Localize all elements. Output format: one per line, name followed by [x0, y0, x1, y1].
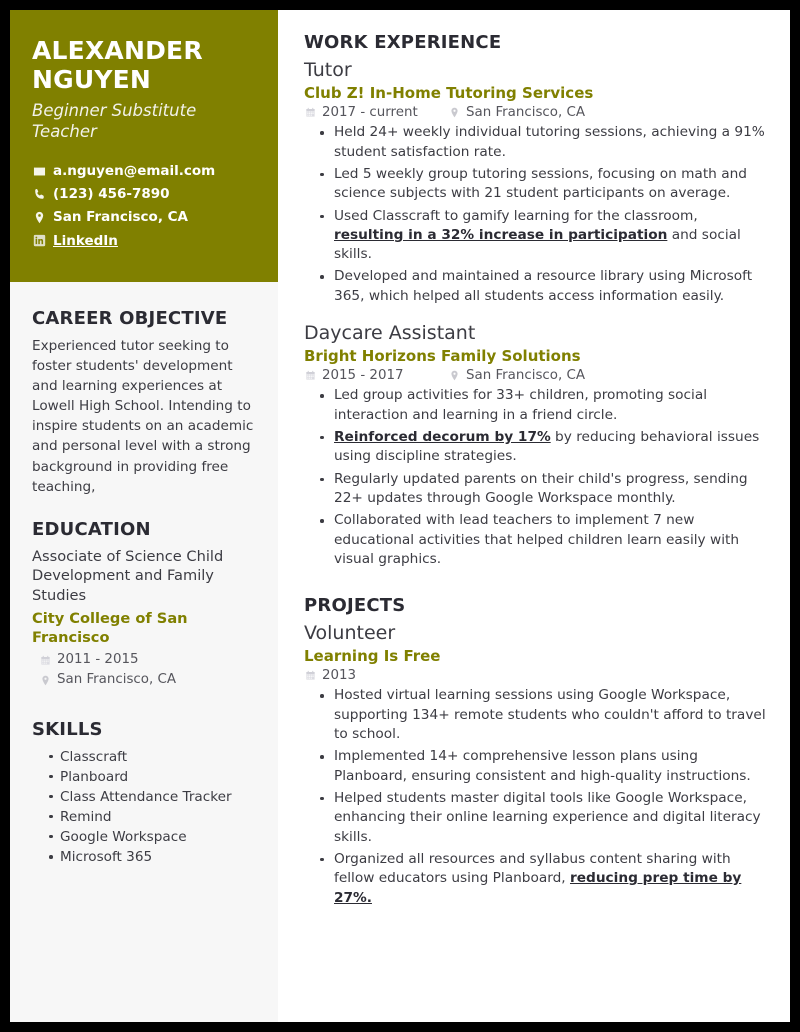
list-item: Planboard	[49, 767, 256, 787]
candidate-job-title: Beginner Substitute Teacher	[32, 101, 197, 142]
list-item: Collaborated with lead teachers to implement 7 new educational activities that helped children learn easily with visual graphics.	[320, 511, 768, 569]
entry-meta	[304, 668, 768, 683]
entry-bullets	[304, 123, 768, 306]
entry-dates-text: 2017 - current	[322, 105, 418, 121]
contact-location-text: San Francisco, CA	[53, 209, 189, 226]
entry-bullets	[304, 686, 768, 907]
contact-linkedin[interactable]	[32, 231, 256, 251]
contact-phone-text: (123) 456-7890	[53, 186, 170, 203]
skills-list	[32, 747, 256, 868]
linkedin-icon	[32, 234, 46, 248]
list-item: Remind	[49, 807, 256, 827]
list-item: Class Attendance Tracker	[49, 787, 256, 807]
work-entry	[304, 322, 768, 569]
calendar-icon	[304, 107, 316, 119]
education-heading: EDUCATION	[32, 518, 151, 540]
phone-icon	[32, 187, 46, 201]
entry-location-text: San Francisco, CA	[466, 105, 586, 121]
calendar-icon	[304, 670, 316, 682]
contact-linkedin-text[interactable]: LinkedIn	[53, 232, 118, 249]
list-item: Used Classcraft to gamify learning for the classroom, resulting in a 32% increase in participation and social skills.	[320, 207, 768, 265]
skills-heading: SKILLS	[32, 718, 103, 740]
entry-organization: Learning Is Free	[304, 646, 441, 665]
main-content	[278, 10, 790, 1022]
envelope-icon	[32, 164, 46, 178]
education-dates	[39, 650, 256, 670]
education-location-text: San Francisco, CA	[57, 672, 177, 688]
education-degree: Associate of Science Child Development and Family Studies	[32, 547, 224, 605]
list-item: Led group activities for 33+ children, promoting social interaction and learning in a friend circle.	[320, 386, 768, 425]
location-pin-icon	[448, 370, 460, 382]
work-experience-heading: WORK EXPERIENCE	[304, 32, 502, 53]
education-location	[39, 670, 256, 690]
location-pin-icon	[448, 107, 460, 119]
entry-meta	[304, 368, 768, 383]
entry-location	[448, 368, 585, 383]
entry-bullets	[304, 386, 768, 569]
list-item: Hosted virtual learning sessions using Google Workspace, supporting 134+ remote students who couldn't afford to travel to school.	[320, 686, 768, 744]
entry-organization: Bright Horizons Family Solutions	[304, 346, 581, 365]
contact-list	[32, 161, 256, 251]
career-objective-text: Experienced tutor seeking to foster students' development and learning experiences at Lowell High School. Intending to inspire students on an academic and personal level with a strong background in providing free teaching,	[32, 337, 254, 495]
list-item: Google Workspace	[49, 827, 256, 847]
entry-role: Daycare Assistant	[304, 322, 476, 345]
candidate-name: ALEXANDER NGUYEN	[32, 36, 203, 94]
contact-email-text: a.nguyen@email.com	[53, 162, 216, 179]
entry-role: Volunteer	[304, 622, 396, 645]
entry-dates	[304, 368, 448, 383]
list-item: Helped students master digital tools like Google Workspace, enhancing their online learning experience and digital literacy skills.	[320, 789, 768, 847]
contact-email[interactable]	[32, 161, 256, 181]
list-item: Classcraft	[49, 747, 256, 767]
calendar-icon	[39, 654, 51, 666]
list-item: Developed and maintained a resource library using Microsoft 365, which helped all students access information easily.	[320, 267, 768, 306]
entry-meta	[304, 105, 768, 120]
education-dates-text: 2011 - 2015	[57, 652, 139, 668]
project-entry	[304, 622, 768, 908]
work-entry	[304, 59, 768, 306]
location-pin-icon	[39, 674, 51, 686]
career-objective-heading: CAREER OBJECTIVE	[32, 307, 228, 329]
list-item: Microsoft 365	[49, 847, 256, 867]
calendar-icon	[304, 370, 316, 382]
list-item: Regularly updated parents on their child's progress, sending 22+ updates through Google Workspace monthly.	[320, 470, 768, 509]
sidebar-header	[10, 10, 278, 282]
entry-dates-text: 2015 - 2017	[322, 368, 404, 384]
sidebar-body	[10, 282, 278, 877]
list-item: Reinforced decorum by 17% by reducing behavioral issues using discipline strategies.	[320, 428, 768, 467]
location-pin-icon	[32, 211, 46, 225]
resume-page	[10, 10, 790, 1022]
contact-location	[32, 207, 256, 227]
entry-role: Tutor	[304, 59, 352, 81]
entry-dates	[304, 668, 448, 683]
entry-dates	[304, 105, 448, 120]
entry-organization: Club Z! In-Home Tutoring Services	[304, 83, 594, 102]
list-item: Organized all resources and syllabus content sharing with fellow educators using Planboard, reducing prep time by 27%.	[320, 850, 768, 908]
entry-location-text: San Francisco, CA	[466, 368, 586, 384]
projects-heading: PROJECTS	[304, 595, 406, 617]
sidebar	[10, 10, 278, 1022]
entry-dates-text: 2013	[322, 668, 357, 684]
list-item: Implemented 14+ comprehensive lesson plans using Planboard, ensuring consistent and high-quality instructions.	[320, 747, 768, 786]
education-school: City College of San Francisco	[32, 609, 188, 647]
contact-phone[interactable]	[32, 184, 256, 204]
entry-location	[448, 105, 585, 120]
list-item: Held 24+ weekly individual tutoring sessions, achieving a 91% student satisfaction rate.	[320, 123, 768, 162]
list-item: Led 5 weekly group tutoring sessions, focusing on math and science subjects with 21 student participants on average.	[320, 165, 768, 204]
